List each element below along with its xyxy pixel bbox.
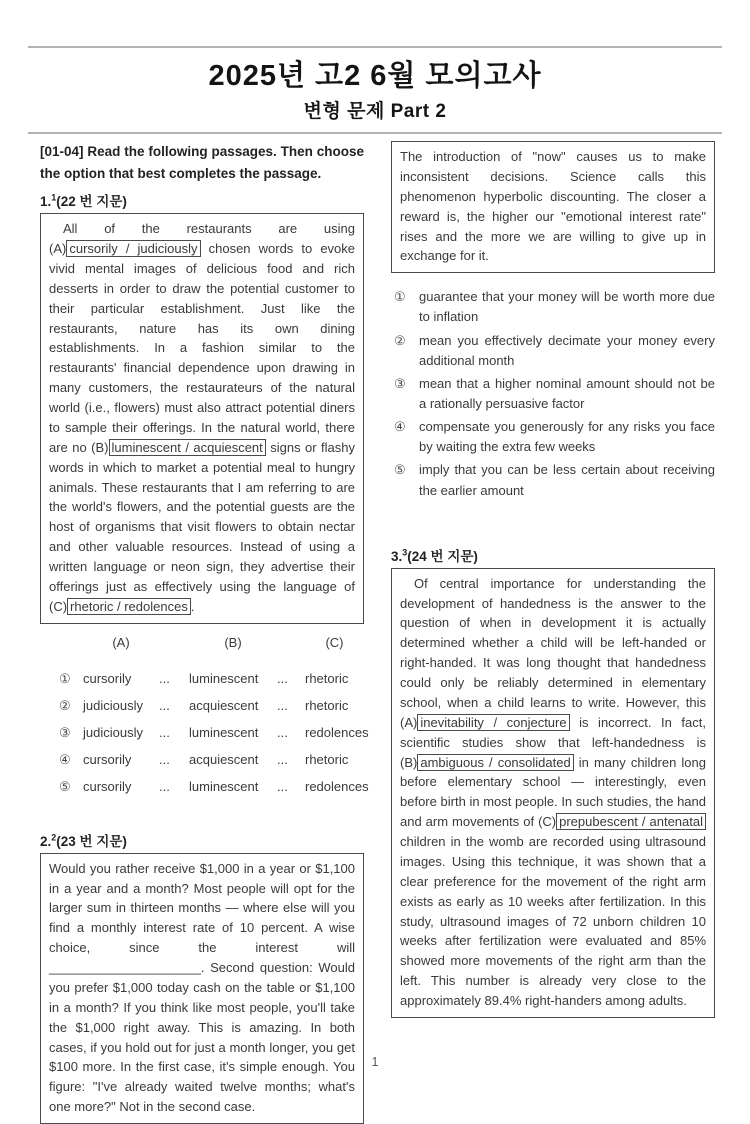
question-1-number: 1. bbox=[40, 194, 52, 210]
column-header-b: (B) bbox=[224, 634, 242, 650]
choice-row-4 bbox=[59, 751, 364, 769]
exam-page bbox=[0, 46, 750, 1124]
passage-segment: is incorrect. In fact, scientific studies show that left-handedness is (B) bbox=[400, 714, 706, 770]
left-column bbox=[40, 141, 369, 1124]
question-3-superscript: 3 bbox=[402, 547, 408, 558]
question-3-passage-box bbox=[391, 568, 715, 1018]
option-2 bbox=[394, 331, 715, 371]
answer-choices-table bbox=[40, 634, 369, 796]
option-number: ① bbox=[394, 289, 406, 305]
question-2-options-list bbox=[391, 287, 715, 500]
option-text: mean that a higher nominal amount should not be a rationally persuasive factor bbox=[419, 375, 715, 411]
passage-text: Would you rather receive $1,000 in a year or $1,100 in a year and a month? Most people will opt for the larger sum in thirteen months — where else will you find a monthly interest rate of 10 percent. A wise choice, since the interest will _____________________. Second question: Would you prefer $1,000 today cash on the table or $1,100 in a month? If you think like most people, you'll take the $1,000 right away. This is amazing. In both cases, if you hold out for just a month longer, you get $100 more. In the first case, it's simple enough. You figure: "I've already waited twelve months; what's one more?" Not in the second case. bbox=[49, 860, 355, 1115]
choice-a-box: cursorily / judiciously bbox=[66, 240, 200, 257]
page-subtitle: 변형 문제 Part 2 bbox=[303, 101, 447, 122]
passage-segment: All of the restaurants are using (A) bbox=[49, 221, 355, 257]
choice-number: ① bbox=[59, 670, 71, 686]
question-3-number: 3. bbox=[391, 548, 403, 564]
choice-number: ⑤ bbox=[59, 778, 71, 794]
choice-b-word: acquiescent bbox=[189, 697, 259, 713]
question-2-source-label: (23 번 지문) bbox=[56, 833, 127, 849]
ellipsis: ... bbox=[277, 670, 288, 686]
choice-b-word: luminescent bbox=[189, 670, 259, 686]
choice-row-3 bbox=[59, 724, 369, 742]
question-3-heading bbox=[391, 545, 715, 565]
ellipsis: ... bbox=[159, 670, 170, 686]
question-2-passage-continuation-box bbox=[391, 141, 715, 273]
choice-number: ③ bbox=[59, 724, 71, 740]
section-instructions: [01-04] Read the following passages. Then choose the option that best completes the passage. bbox=[40, 144, 364, 181]
option-number: ② bbox=[394, 332, 406, 348]
choice-row-1 bbox=[59, 670, 364, 688]
two-column-body bbox=[0, 134, 750, 1124]
choice-number: ④ bbox=[59, 751, 71, 767]
ellipsis: ... bbox=[159, 697, 170, 713]
question-2-number: 2. bbox=[40, 833, 52, 849]
choice-a-word: cursorily bbox=[83, 751, 132, 767]
passage-text: The introduction of "now" causes us to make inconsistent decisions. Science calls this phenomenon hyperbolic discounting. The closer a reward is, the higher our "emotional interest rate" rises and the more we are willing to give up in exchange for it. bbox=[400, 149, 706, 264]
header-top-rule bbox=[28, 46, 722, 48]
option-text: guarantee that your money will be worth more due to inflation bbox=[419, 289, 715, 325]
question-2-superscript: 2 bbox=[51, 832, 57, 843]
choice-c-word: rhetoric bbox=[305, 697, 349, 713]
option-1 bbox=[394, 287, 715, 327]
option-4 bbox=[394, 417, 715, 457]
ellipsis: ... bbox=[159, 751, 170, 767]
option-3 bbox=[394, 374, 715, 414]
passage-segment: Of central importance for understanding the development of handedness is the answer to the question of when in development it is actually determined whether a child will be left-handed or right-handed. It was long thought that handedness could only be reliably determined in elementary school, when a child learns to write. However, this (A) bbox=[400, 575, 706, 730]
right-column bbox=[391, 141, 715, 1018]
option-number: ⑤ bbox=[394, 462, 406, 478]
choice-b-box: ambiguous / consolidated bbox=[417, 754, 573, 771]
choice-c-box: rhetoric / redolences bbox=[67, 598, 191, 615]
passage-segment: chosen words to evoke vivid mental images of delicious food and rich desserts in order to draw the potential customer to their particular establishment. Just like the restaurants, nature has its own dining establishments. In a fashion similar to the restaurants' financial dependence upon drawing in many customers, the restaurateurs of the natural world (i.e., flowers) must also attract potential diners to sample their offerings. In the natural world, there are no (B) bbox=[49, 241, 356, 455]
choice-row-2 bbox=[59, 697, 364, 715]
choice-a-word: cursorily bbox=[83, 778, 132, 794]
question-2-passage-box bbox=[40, 853, 364, 1124]
option-5 bbox=[394, 460, 715, 500]
ellipsis: ... bbox=[159, 778, 170, 794]
choice-b-word: luminescent bbox=[189, 778, 259, 794]
option-text: imply that you can be less certain about receiving the earlier amount bbox=[419, 462, 715, 498]
choice-a-word: cursorily bbox=[83, 670, 132, 686]
passage-segment: . bbox=[190, 598, 195, 614]
choice-a-box: inevitability / conjecture bbox=[417, 714, 569, 731]
ellipsis: ... bbox=[277, 724, 288, 740]
ellipsis: ... bbox=[277, 751, 288, 767]
option-number: ④ bbox=[394, 419, 406, 435]
question-1-heading bbox=[40, 190, 364, 210]
column-header-a: (A) bbox=[112, 634, 130, 650]
choice-c-word: redolences bbox=[305, 724, 369, 740]
ellipsis: ... bbox=[159, 724, 170, 740]
choice-b-word: luminescent bbox=[189, 724, 259, 740]
column-header-c: (C) bbox=[325, 634, 344, 650]
choice-number: ② bbox=[59, 697, 71, 713]
choice-c-word: rhetoric bbox=[305, 670, 349, 686]
question-2-heading bbox=[40, 830, 364, 850]
passage-segment: children in the womb are recorded using ultrasound images. Using this technique, it was shown that a clear preference for the movement of the right arm exists as early as 10 weeks after fertilization. In this study, ultrasound images of 72 unborn children 10 weeks after fertilization were evaluated and 85% showed more movements of the right arm than the left. This number is already very close to the approximately 89.4% right-handers among adults. bbox=[400, 834, 706, 1009]
option-text: mean you effectively decimate your money every additional month bbox=[419, 332, 715, 368]
question-1-superscript: 1 bbox=[51, 192, 57, 203]
page-title: 2025년 고2 6월 모의고사 bbox=[208, 60, 542, 92]
choice-a-word: judiciously bbox=[83, 724, 143, 740]
option-number: ③ bbox=[394, 375, 406, 391]
choice-a-word: judiciously bbox=[83, 697, 143, 713]
choice-b-word: acquiescent bbox=[189, 751, 259, 767]
choice-c-word: rhetoric bbox=[305, 751, 349, 767]
choice-c-word: redolences bbox=[305, 778, 369, 794]
option-text: compensate you generously for any risks you face by waiting the extra few weeks bbox=[419, 419, 715, 455]
choices-header-row bbox=[59, 634, 364, 652]
question-1-source-label: (22 번 지문) bbox=[56, 194, 127, 210]
passage-segment: signs or flashy words in which to market a potential meal to hungry animals. These restaurants that I am referring to are the world's flowers, and the potential guests are the host of organisms that visit flowers to obtain nectar and other valuable resources. Instead of using a written language or neon sign, they advertise their offerings just as effectively using the language of (C) bbox=[49, 439, 355, 614]
choice-b-box: luminescent / acquiescent bbox=[109, 439, 266, 456]
choice-row-5 bbox=[59, 778, 369, 796]
page-number: 1 bbox=[371, 1055, 379, 1069]
ellipsis: ... bbox=[277, 778, 288, 794]
ellipsis: ... bbox=[277, 697, 288, 713]
passage-segment: in many children long before elementary school — interestingly, even before birth in most people. In such studies, the hand and arm movements of (C) bbox=[400, 754, 706, 830]
question-3-source-label: (24 번 지문) bbox=[407, 548, 478, 564]
choice-c-box: prepubescent / antenatal bbox=[556, 813, 706, 830]
question-1-passage-box bbox=[40, 213, 364, 624]
